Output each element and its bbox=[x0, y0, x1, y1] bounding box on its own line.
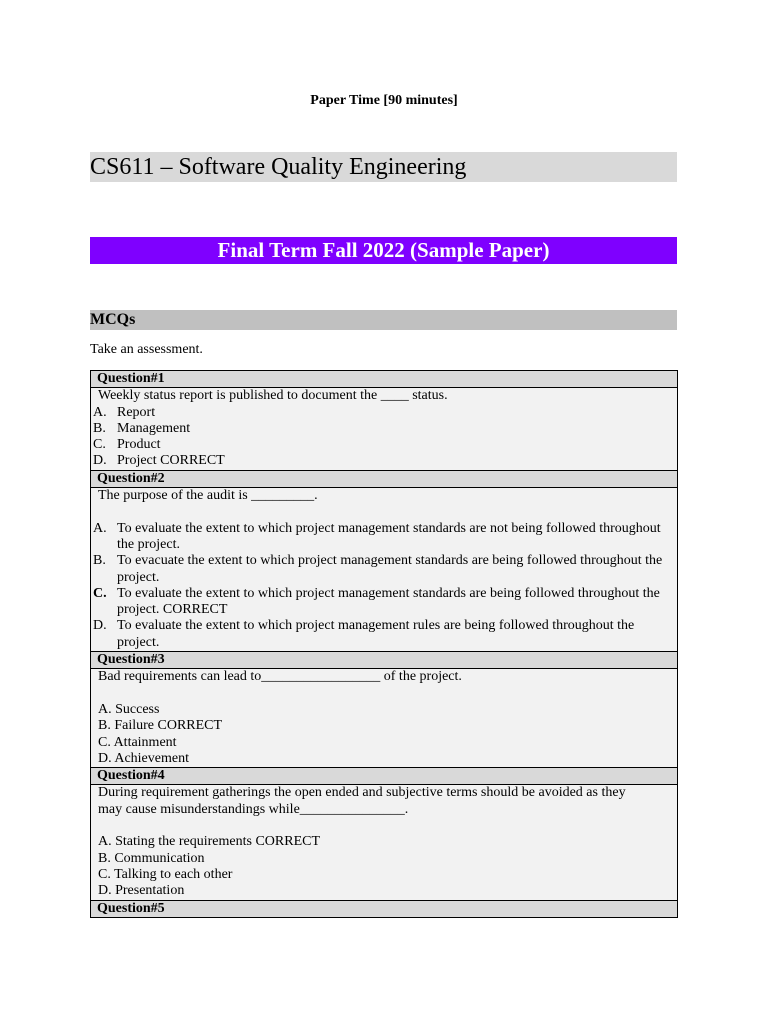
question-body bbox=[91, 785, 678, 900]
option-item bbox=[91, 405, 671, 421]
question-cell bbox=[91, 785, 678, 900]
option-letter: D. bbox=[93, 618, 107, 634]
blank-line bbox=[91, 818, 671, 834]
questions-table bbox=[90, 370, 678, 918]
option-item bbox=[91, 586, 671, 619]
question-label: Question#4 bbox=[91, 768, 678, 785]
option-letter: C. bbox=[93, 585, 107, 601]
course-title: CS611 – Software Quality Engineering bbox=[90, 152, 677, 182]
question-stem: The purpose of the audit is _________. bbox=[98, 488, 318, 504]
question-stem: During requirement gatherings the open ended and subjective terms should be avoided as they may cause misunderstandings while_______________. bbox=[98, 785, 626, 817]
option-item bbox=[91, 437, 671, 453]
question-cell bbox=[91, 388, 678, 470]
blank-line bbox=[91, 504, 671, 520]
final-term-banner: Final Term Fall 2022 (Sample Paper) bbox=[90, 237, 677, 264]
question-label: Question#5 bbox=[91, 900, 678, 917]
option-item bbox=[91, 618, 671, 651]
question-stem: Weekly status report is published to document the ____ status. bbox=[98, 388, 448, 404]
question-cell bbox=[91, 669, 678, 768]
question-header bbox=[91, 900, 678, 917]
question-header bbox=[91, 652, 678, 669]
option-letter: B. bbox=[93, 420, 106, 436]
option-item: C. Attainment bbox=[98, 734, 177, 750]
question-label: Question#1 bbox=[91, 371, 678, 388]
option-text: To evacuate the extent to which project management standards are being followed throughout the project. bbox=[117, 553, 663, 585]
option-item bbox=[91, 421, 671, 437]
option-item bbox=[91, 453, 671, 469]
question-body bbox=[91, 669, 678, 768]
option-item: B. Communication bbox=[98, 850, 205, 866]
question-label: Question#3 bbox=[91, 652, 678, 669]
question-body bbox=[91, 388, 678, 470]
option-text: To evaluate the extent to which project management standards are not being followed throughout the project. bbox=[117, 520, 661, 552]
option-text: Management bbox=[117, 420, 191, 436]
option-text: To evaluate the extent to which project management rules are being followed throughout the project. bbox=[117, 618, 635, 650]
option-letter: D. bbox=[93, 453, 107, 469]
option-letter: C. bbox=[93, 437, 106, 453]
question-header bbox=[91, 371, 678, 388]
question-body bbox=[91, 488, 678, 652]
option-letter: A. bbox=[93, 404, 107, 420]
question-stem: Bad requirements can lead to_________________ of the project. bbox=[98, 669, 462, 685]
question-header bbox=[91, 470, 678, 487]
option-text: To evaluate the extent to which project management standards are being followed throughout the project. CORRECT bbox=[117, 585, 660, 618]
option-item: A. Success bbox=[98, 701, 160, 717]
option-letter: A. bbox=[93, 520, 107, 536]
option-item: B. Failure CORRECT bbox=[98, 718, 223, 734]
option-item bbox=[91, 553, 671, 586]
option-item bbox=[91, 521, 671, 554]
question-cell bbox=[91, 488, 678, 652]
option-item: D. Presentation bbox=[98, 883, 185, 899]
option-item: C. Talking to each other bbox=[98, 866, 233, 882]
mcq-section-heading: MCQs bbox=[90, 310, 677, 330]
instruction-text: Take an assessment. bbox=[90, 342, 203, 357]
option-text: Report bbox=[117, 404, 156, 420]
option-item: A. Stating the requirements CORRECT bbox=[98, 834, 321, 850]
paper-time: Paper Time [90 minutes] bbox=[310, 93, 458, 108]
option-text: Project CORRECT bbox=[117, 453, 225, 469]
option-letter: B. bbox=[93, 553, 106, 569]
question-header bbox=[91, 768, 678, 785]
question-label: Question#2 bbox=[91, 470, 678, 487]
option-item: D. Achievement bbox=[98, 750, 189, 766]
blank-line bbox=[91, 686, 671, 702]
option-text: Product bbox=[117, 437, 161, 453]
